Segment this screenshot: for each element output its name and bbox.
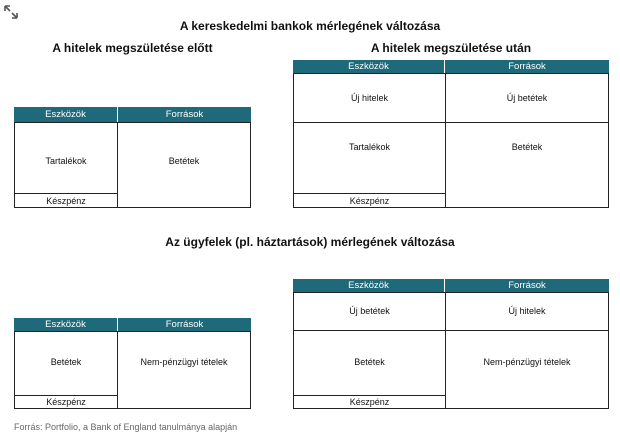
source-note: Forrás: Portfolio, a Bank of England tanulmánya alapján (14, 422, 238, 432)
expand-icon[interactable] (3, 4, 19, 20)
deposits-label: Betétek (50, 357, 82, 367)
cash-label: Készpénz (349, 196, 390, 206)
assets-header: Eszközök (14, 318, 117, 331)
deposits-label: Betétek (168, 156, 200, 166)
assets-header: Eszközök (293, 279, 444, 292)
liabilities-header: Források (118, 107, 251, 122)
after-title: A hitelek megszületése után (370, 41, 532, 55)
main-title: A kereskedelmi bankok mérlegének változása (179, 19, 441, 33)
customers-title: Az ügyfelek (pl. háztartások) mérlegének változása (165, 235, 455, 249)
cash-label: Készpénz (46, 196, 86, 206)
non-money-box (117, 331, 251, 409)
assets-header: Eszközök (293, 60, 444, 73)
deposits-label: Betétek (354, 357, 385, 367)
reserves-label: Tartalékok (348, 142, 391, 152)
cash-label: Készpénz (46, 397, 86, 407)
non-money-label: Nem-pénzügyi tételek (140, 357, 228, 367)
reserves-label: Tartalékok (45, 156, 87, 166)
new-deposits-label: Új betétek (349, 306, 390, 316)
deposits-label: Betétek (511, 142, 543, 152)
before-title: A hitelek megszületése előtt (52, 41, 213, 55)
non-money-box (445, 330, 609, 409)
new-deposits-label: Új betétek (506, 93, 548, 103)
liabilities-header: Források (445, 60, 609, 73)
liabilities-header: Források (118, 318, 251, 331)
cash-label: Készpénz (349, 397, 390, 407)
reserves-box (293, 122, 446, 194)
non-money-label: Nem-pénzügyi tételek (483, 357, 571, 367)
liabilities-header: Források (445, 279, 609, 292)
assets-header: Eszközök (14, 107, 117, 122)
new-loans-label: Új hitelek (508, 306, 546, 316)
new-loans-label: Új hitelek (350, 93, 388, 103)
deposits-box (445, 122, 609, 208)
